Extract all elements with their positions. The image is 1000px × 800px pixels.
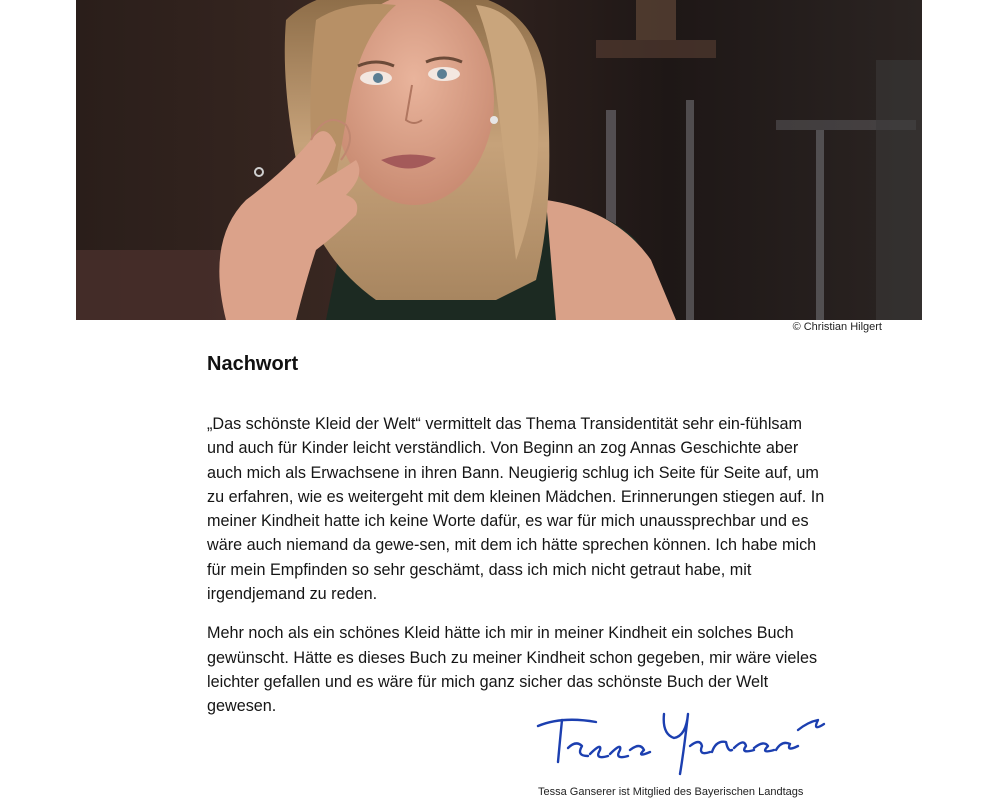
portrait-photo: [76, 0, 922, 320]
afterword-paragraph-2: Mehr noch als ein schönes Kleid hätte ich mir in meiner Kindheit ein solches Buch gewünscht. Hätte es dieses Buch zu meiner Kindheit schon gegeben, mir wäre vieles leichter gefallen und es wäre für mich ganz sicher das schönste Buch der Welt gewesen.: [207, 624, 818, 716]
signature-caption: Tessa Ganserer ist Mitglied des Bayerischen Landtags: [538, 786, 804, 798]
photo-credit: © Christian Hilgert: [792, 321, 882, 333]
handwritten-signature: [532, 700, 832, 780]
afterword-body: [207, 412, 825, 734]
afterword-paragraph-1: „Das schönste Kleid der Welt“ vermittelt das Thema Transidentität sehr ein-fühlsam und auch für Kinder leicht verständlich. Von Beginn an zog Annas Geschichte aber auch mich als Erwachsene in ihren Bann. Neugierig schlug ich Seite für Seite auf, um zu erfahren, wie es weitergeht mit dem kleinen Mädchen. Erinnerungen stiegen auf. In meiner Kindheit hatte ich keine Worte dafür, es war für mich unaussprechbar und es wäre auch niemand da gewe-sen, mit dem ich hätte sprechen können. Ich habe mich für mein Empfinden so sehr geschämt, dass ich mich nicht getraut habe, mit irgendjemand zu reden.: [207, 415, 825, 604]
page-title: Nachwort: [207, 353, 299, 375]
portrait-photo-illustration: [76, 0, 922, 320]
